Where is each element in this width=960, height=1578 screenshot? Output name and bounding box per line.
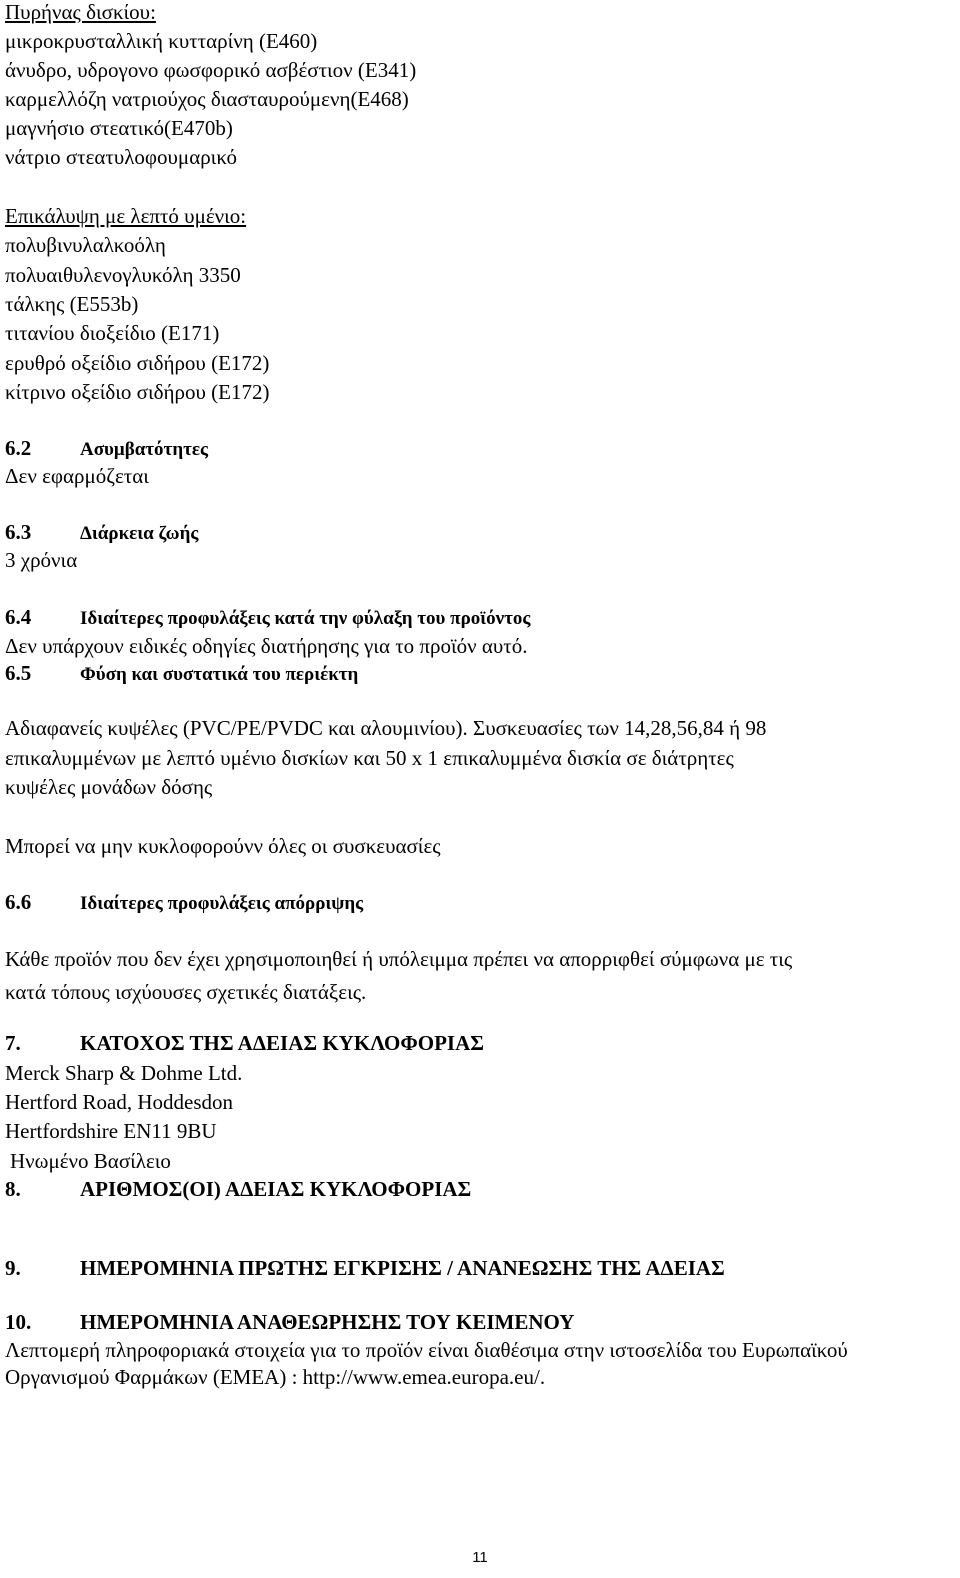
section-6-2-text: Δεν εφαρμόζεται <box>5 464 149 488</box>
core-item: μικροκρυσταλλική κυτταρίνη (E460) <box>5 29 318 53</box>
section-10-heading <box>5 1309 574 1335</box>
section-6-4-text: Δεν υπάρχουν ειδικές οδηγίες διατήρησης για το προϊόν αυτό. <box>5 634 528 658</box>
page-number: 11 <box>472 1549 488 1566</box>
section-6-5-line: Αδιαφανείς κυψέλες (PVC/PE/PVDC και αλουμινίου). Συσκευασίες των 14,28,56,84 ή 98 <box>5 716 767 740</box>
section-title: ΑΡΙΘΜΟΣ(ΟΙ) ΑΔΕΙΑΣ ΚΥΚΛΟΦΟΡΙΑΣ <box>80 1177 472 1201</box>
section-8-heading <box>5 1176 471 1202</box>
core-item: νάτριο στεατυλοφουμαρικό <box>5 145 237 169</box>
holder-line: Ηνωμένο Βασίλειο <box>10 1149 171 1173</box>
section-6-3-heading <box>5 519 198 547</box>
section-number: 6.6 <box>5 890 32 914</box>
section-6-6-line: Κάθε προϊόν που δεν έχει χρησιμοποιηθεί ή υπόλειμμα πρέπει να απορριφθεί σύμφωνα με τις <box>5 947 793 971</box>
section-6-5-heading <box>5 660 358 688</box>
coating-item: πολυβινυλαλκοόλη <box>5 233 166 257</box>
section-title: Ιδιαίτερες προφυλάξεις απόρριψης <box>80 893 364 914</box>
core-heading: Πυρήνας δισκίου: <box>5 0 156 24</box>
section-title: Ασυμβατότητες <box>80 439 208 460</box>
core-item: μαγνήσιο στεατικό(E470b) <box>5 116 233 140</box>
section-number: 10. <box>5 1310 32 1334</box>
section-title: ΗΜΕΡΟΜΗΝΙΑ ΠΡΩΤΗΣ ΕΓΚΡΙΣΗΣ / ΑΝΑΝΕΩΣΗΣ ΤΗΣ ΑΔΕΙΑΣ <box>80 1256 725 1280</box>
coating-item: ερυθρό οξείδιο σιδήρου (E172) <box>5 351 270 375</box>
section-title: ΚΑΤΟΧΟΣ ΤΗΣ ΑΔΕΙΑΣ ΚΥΚΛΟΦΟΡΙΑΣ <box>80 1031 484 1055</box>
section-6-5-line: κυψέλες μονάδων δόσης <box>5 775 213 799</box>
section-title: ΗΜΕΡΟΜΗΝΙΑ ΑΝΑΘΕΩΡΗΣΗΣ ΤΟΥ ΚΕΙΜΕΝΟΥ <box>80 1310 575 1334</box>
section-title: Ιδιαίτερες προφυλάξεις κατά την φύλαξη του προϊόντος <box>80 608 531 629</box>
section-6-5-note: Μπορεί να μην κυκλοφορούνν όλες οι συσκευασίες <box>5 834 441 858</box>
section-number: 7. <box>5 1031 21 1055</box>
coating-item: κίτρινο οξείδιο σιδήρου (E172) <box>5 380 270 404</box>
section-6-5-line: επικαλυμμένων με λεπτό υμένιο δισκίων και 50 x 1 επικαλυμμένα δισκία σε διάτρητες <box>5 746 734 770</box>
section-number: 6.3 <box>5 520 32 544</box>
coating-item: πολυαιθυλενογλυκόλη 3350 <box>5 263 241 287</box>
holder-line: Hertfordshire EN11 9BU <box>5 1119 217 1143</box>
section-6-6-heading <box>5 889 363 917</box>
section-number: 6.5 <box>5 661 32 685</box>
section-7-heading <box>5 1030 484 1056</box>
section-number: 9. <box>5 1256 21 1280</box>
section-number: 6.2 <box>5 436 32 460</box>
coating-item: τάλκης (E553b) <box>5 292 139 316</box>
core-item: καρμελλόζη νατριούχος διασταυρούμενη(E468) <box>5 87 409 111</box>
section-title: Φύση και συστατικά του περιέκτη <box>80 664 359 685</box>
holder-line: Hertford Road, Hoddesdon <box>5 1090 234 1114</box>
section-6-6-line: κατά τόπους ισχύουσες σχετικές διατάξεις. <box>5 980 367 1004</box>
coating-item: τιτανίου διοξείδιο (E171) <box>5 321 220 345</box>
section-9-heading <box>5 1255 725 1281</box>
section-title: Διάρκεια ζωής <box>80 523 199 544</box>
section-number: 6.4 <box>5 605 32 629</box>
section-10-line: Λεπτομερή πληροφοριακά στοιχεία για το προϊόν είναι διαθέσιμα στην ιστοσελίδα του Ευρωπαϊκού <box>5 1338 848 1362</box>
holder-line: Merck Sharp & Dohme Ltd. <box>5 1061 243 1085</box>
core-item: άνυδρο, υδρογονο φωσφορικό ασβέστιον (E341) <box>5 58 417 82</box>
coating-heading: Επικάλυψη με λεπτό υμένιο: <box>5 204 247 228</box>
section-6-2-heading <box>5 435 208 463</box>
section-6-3-text: 3 χρόνια <box>5 548 78 572</box>
section-10-line: Οργανισμού Φαρμάκων (EMEA) : http://www.emea.europa.eu/. <box>5 1365 546 1389</box>
section-6-4-heading <box>5 604 530 632</box>
section-number: 8. <box>5 1177 21 1201</box>
